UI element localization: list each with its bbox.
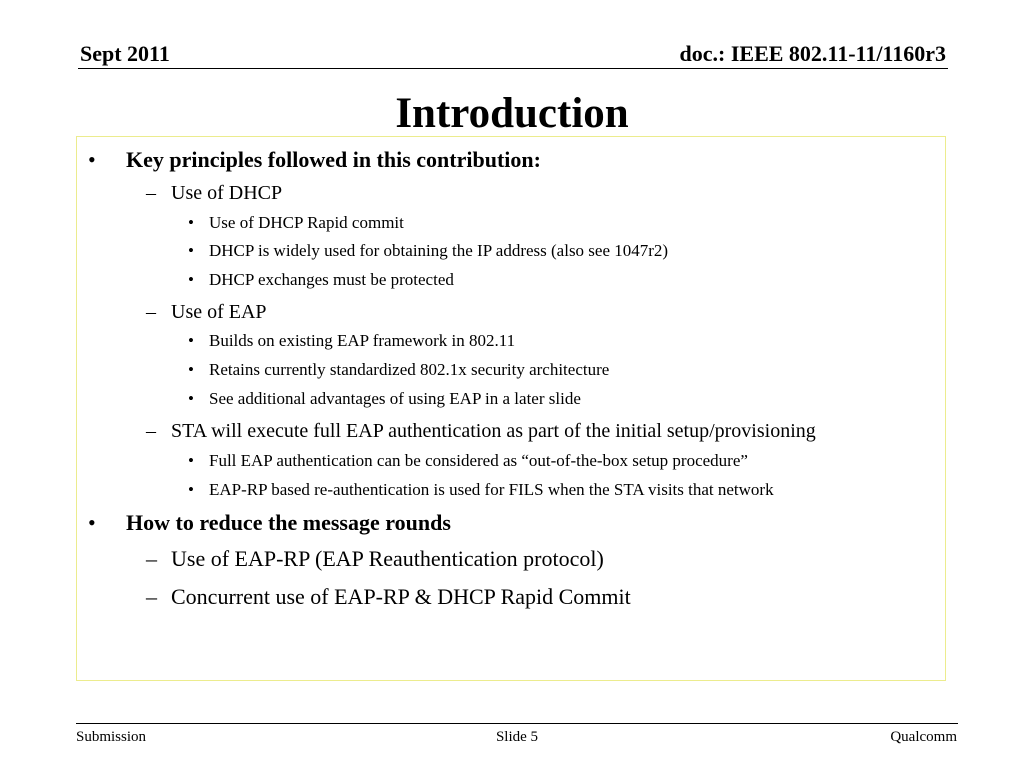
sub-list-item: Builds on existing EAP framework in 802.11 bbox=[209, 331, 516, 350]
bullet-marker: • bbox=[88, 510, 96, 535]
dash-marker: – bbox=[146, 301, 156, 323]
sub-list-item: Retains currently standardized 802.1x security architecture bbox=[209, 360, 610, 379]
list-item: Use of EAP-RP (EAP Reauthentication protocol) bbox=[171, 546, 604, 571]
sub-bullet-marker: • bbox=[188, 331, 194, 350]
footer-slide-number: Slide 5 bbox=[495, 729, 539, 745]
slide-title: Introduction bbox=[395, 90, 629, 137]
sub-bullet-marker: • bbox=[188, 360, 194, 379]
sub-list-item: See additional advantages of using EAP in a later slide bbox=[209, 389, 581, 408]
sub-bullet-marker: • bbox=[188, 241, 194, 260]
footer-divider bbox=[76, 723, 958, 724]
footer-company: Qualcomm bbox=[890, 729, 957, 745]
sub-list-item: DHCP is widely used for obtaining the IP address (also see 1047r2) bbox=[209, 241, 669, 260]
dash-marker: – bbox=[146, 546, 157, 571]
sub-bullet-marker: • bbox=[188, 389, 194, 408]
list-item: Use of DHCP bbox=[171, 182, 283, 204]
bullet-marker: • bbox=[88, 147, 96, 172]
header-divider bbox=[78, 68, 948, 69]
sub-list-item: DHCP exchanges must be protected bbox=[209, 270, 454, 289]
dash-marker: – bbox=[146, 182, 156, 204]
sub-list-item: Use of DHCP Rapid commit bbox=[209, 213, 404, 232]
sub-bullet-marker: • bbox=[188, 451, 194, 470]
dash-marker: – bbox=[146, 584, 157, 609]
list-item: STA will execute full EAP authentication as part of the initial setup/provisioning bbox=[171, 420, 816, 442]
section1-heading: Key principles followed in this contribution: bbox=[126, 147, 541, 172]
sub-bullet-marker: • bbox=[188, 213, 194, 232]
dash-marker: – bbox=[146, 420, 156, 442]
sub-list-item: EAP-RP based re-authentication is used for FILS when the STA visits that network bbox=[209, 480, 774, 499]
list-item: Concurrent use of EAP-RP & DHCP Rapid Commit bbox=[171, 584, 631, 609]
list-item: Use of EAP bbox=[171, 301, 267, 323]
sub-bullet-marker: • bbox=[188, 270, 194, 289]
sub-bullet-marker: • bbox=[188, 480, 194, 499]
header-doc-id: doc.: IEEE 802.11-11/1160r3 bbox=[679, 41, 946, 66]
footer-submission: Submission bbox=[76, 729, 147, 745]
section2-heading: How to reduce the message rounds bbox=[126, 510, 451, 535]
sub-list-item: Full EAP authentication can be considered as “out-of-the-box setup procedure” bbox=[209, 451, 748, 470]
header-date: Sept 2011 bbox=[80, 41, 170, 66]
